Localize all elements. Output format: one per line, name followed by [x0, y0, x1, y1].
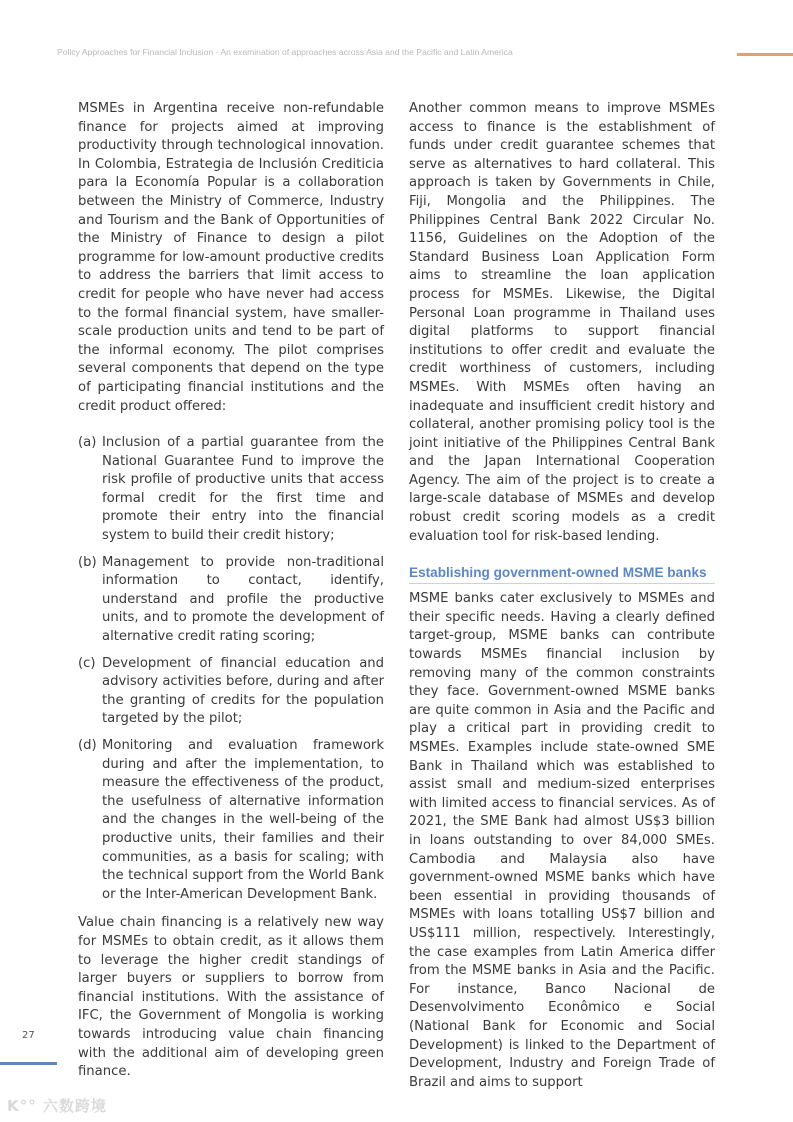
list-item [78, 737, 384, 904]
header-accent-rule [737, 53, 793, 56]
list-item [78, 434, 384, 546]
list-item-text: Development of financial education and advisory activities before, during and after the granting of credits for the population targeted by the pilot; [102, 655, 384, 727]
watermark-logo: K°° 六数跨境 [7, 1097, 107, 1115]
list-item-text: Inclusion of a partial guarantee from the National Guarantee Fund to improve the risk profile of productive units that access formal credit for the first time and promote their entry into the financial system to build their credit history; [102, 435, 384, 544]
running-header-title: Policy Approaches for Financial Inclusion - An examination of approaches across Asia and the Pacific and Latin America [57, 47, 513, 57]
section-heading: Establishing government-owned MSME banks [409, 564, 715, 584]
left-column [78, 100, 384, 1100]
msme-banks-paragraph: MSME banks cater exclusively to MSMEs and their specific needs. Having a clearly defined target-group, MSME banks can contribute towards MSMEs financial inclusion by removing many of the common constraints they face. Government-owned MSME banks are quite common in Asia and the Pacific and play a critical part in providing credit to MSMEs. Examples include state-owned SME Bank in Thailand which was established to assist small and medium-sized enterprises with limited access to financial services. As of 2021, the SME Bank had almost US$3 billion in loans outstanding to over 84,000 SMEs. Cambodia and Malaysia also have government-owned MSME banks which have been essential in providing thousands of MSMEs with loans totalling US$7 billion and US$111 million, respectively. Interestingly, the case examples from Latin America differ from the MSME banks in Asia and the Pacific. For instance, Banco Nacional de Desenvolvimento Econômico e Social (National Bank for Economic and Social Development) is linked to the Department of Development, Industry and Foreign Trade of Brazil and aims to support [409, 591, 715, 1090]
list-item-text: Monitoring and evaluation framework during and after the implementation, to measure the effectiveness of the product, the usefulness of alternative information and the changes in the well-being of the productive units, their families and their communities, as a basis for scaling; with the technical support from the World Bank or the Inter-American Development Bank. [102, 738, 384, 902]
page-number: 27 [22, 1030, 35, 1041]
list-marker: (a) [78, 435, 97, 451]
list-marker: (c) [78, 655, 96, 671]
credit-guarantee-paragraph: Another common means to improve MSMEs access to finance is the establishment of funds under credit guarantee schemes that serve as alternatives to hard collateral. This approach is taken by Governments in Chile, Fiji, Mongolia and the Philippines. The Philippines Central Bank 2022 Circular No. 1156, Guidelines on the Adoption of the Standard Business Loan Application Form aims to streamline the loan application process for MSMEs. Likewise, the Digital Personal Loan programme in Thailand uses digital platforms to support financial institutions to offer credit and evaluate the credit worthiness of customers, including MSMEs. With MSMEs often having an inadequate and insufficient credit history and collateral, another promising policy tool is the joint initiative of the Philippines Central Bank and the Japan International Cooperation Agency. The aim of the project is to create a large-scale database of MSMEs and develop robust credit scoring models as a credit evaluation tool for risk-based lending. [409, 101, 715, 544]
list-item [78, 554, 384, 647]
list-marker: (b) [78, 554, 97, 570]
pilot-components-list [78, 434, 384, 904]
footer-accent-rule [0, 1062, 57, 1065]
list-marker: (d) [78, 738, 97, 753]
list-item [78, 655, 384, 729]
intro-paragraph: MSMEs in Argentina receive non-refundable finance for projects aimed at improving productivity through technological innovation. In Colombia, Estrategia de Inclusión Crediticia para la Economía Popular is a collaboration between the Ministry of Commerce, Industry and Tourism and the Bank of Opportunities of the Ministry of Finance to design a pilot programme for low-amount productive credits to address the barriers that limit access to credit for people who have never had access to the formal financial system, have smaller-scale production units and tend to be part of the informal economy. The pilot comprises several components that depend on the type of participating financial institutions and the credit product offered: [78, 101, 384, 414]
list-item-text: Management to provide non-traditional information to contact, identify, understand and profile the productive units, and to promote the development of alternative credit rating scoring; [102, 554, 384, 645]
closing-paragraph: Value chain financing is a relatively new way for MSMEs to obtain credit, as it allows them to leverage the higher credit standings of larger buyers or suppliers to borrow from financial institutions. With the assistance of IFC, the Government of Mongolia is working towards introducing value chain financing with the additional aim of developing green finance. [78, 915, 384, 1080]
right-column [409, 100, 715, 1110]
